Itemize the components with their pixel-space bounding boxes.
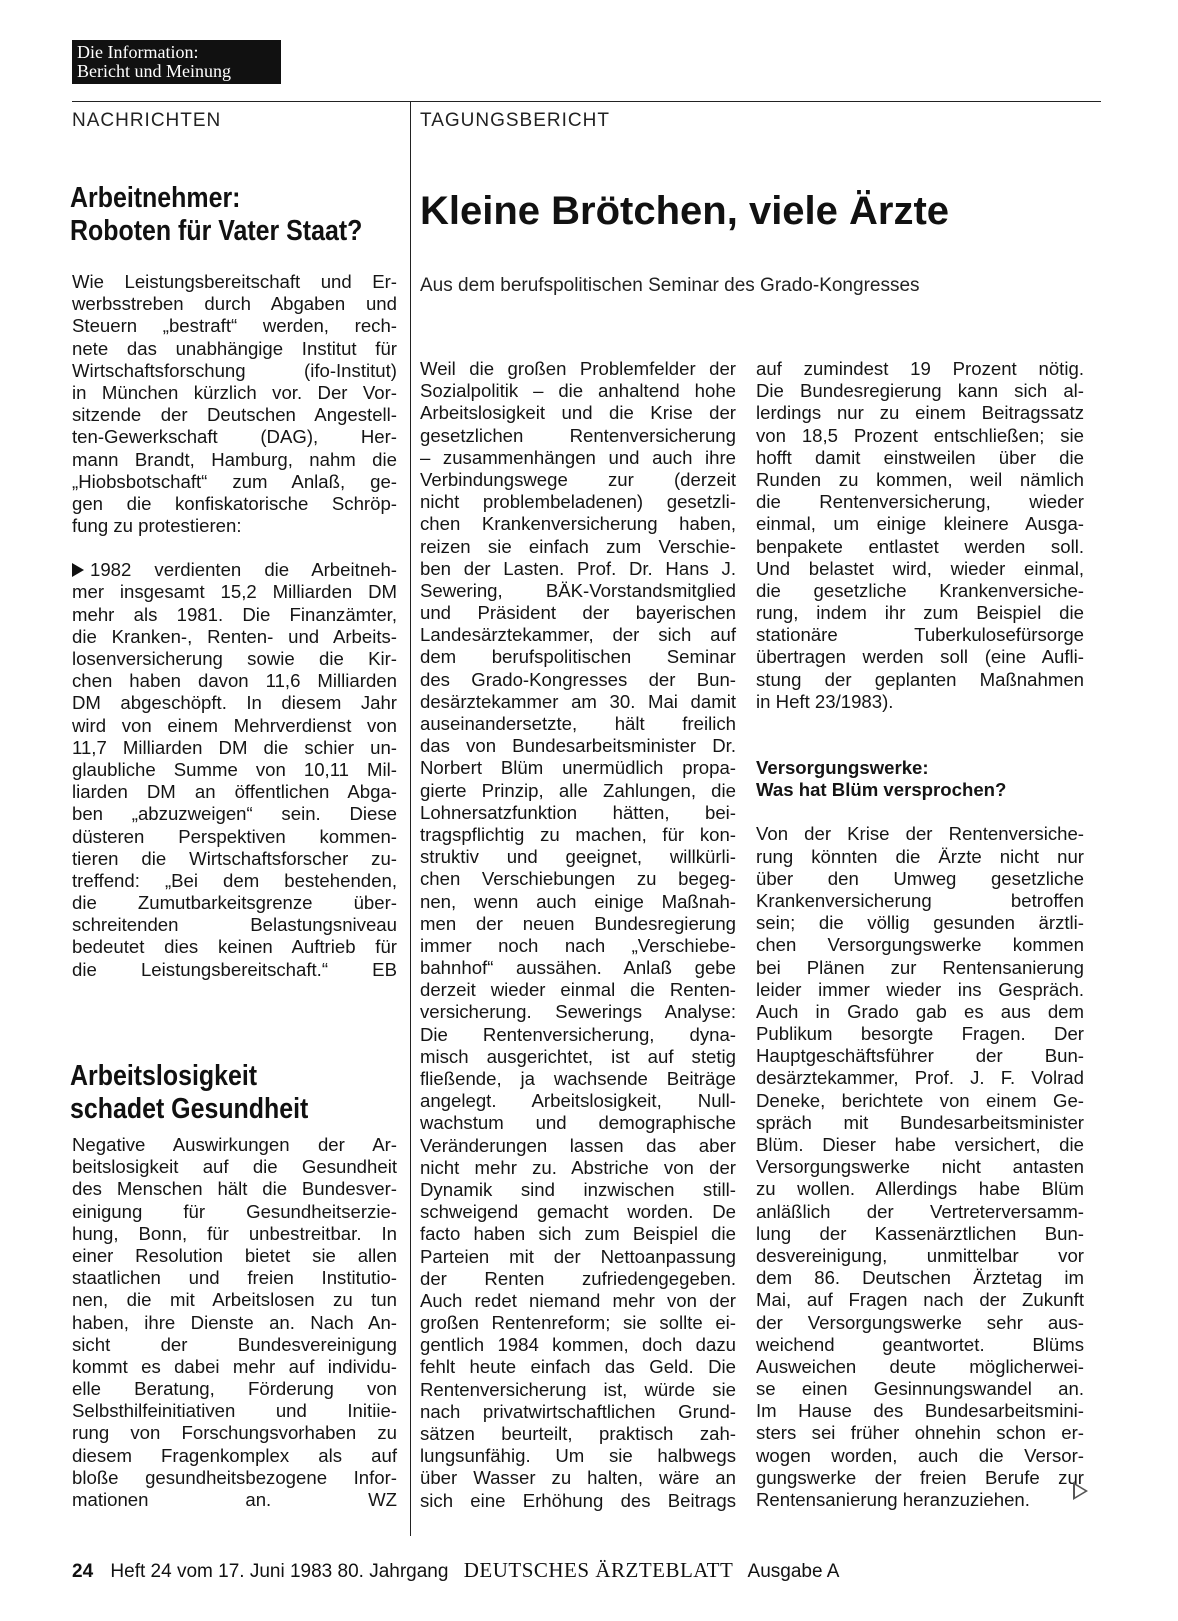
text-line: Verbindungswege zur (derzeit [420,468,736,490]
text-line: sätzen beurteilt, praktisch zah- [420,1423,736,1444]
text-line: über Wasser zu halten, wäre an [420,1467,736,1489]
text-line: glaubliche Summe von 10,11 Mil- [72,758,397,780]
text-line: Von der Krise der Rentenversiche- [756,823,1084,845]
text-line: Parteien mit der Nettoanpassung [420,1245,736,1267]
text-line: DM abgeschöpft. In diesem Jahr [72,692,397,714]
text-line: stationäre Tuberkulosefürsorge [756,624,1084,646]
text-line: wachstum und demographische [420,1112,736,1134]
text-line: facto haben sich zum Beispiel die [420,1223,736,1245]
article2-headline-line: schadet Gesundheit [70,1093,309,1125]
article1-para2 [72,581,397,980]
text-line: haben, ihre Dienste an. Nach An- [72,1311,397,1333]
text-line: ten-Gewerkschaft (DAG), Her- [72,426,397,448]
text-line: Mai, auf Fragen nach der Zukunft [756,1289,1084,1311]
text-line: Die Bundesregierung kann sich al- [756,380,1084,402]
text-line: einigung für Gesundheitserzie- [72,1200,397,1222]
top-rule [72,101,1101,102]
masthead [72,40,281,84]
article1-headline-line: Roboten für Vater Staat? [70,215,363,247]
text-line: dem berufspolitischen Seminar [420,646,736,668]
text-line: mer insgesamt 15,2 Milliarden DM [72,581,397,603]
text-line: elle Beratung, Förderung von [72,1378,397,1400]
text-line: immer noch nach „Verschiebe- [420,934,736,956]
text-line: großen Rentenreform; sie sollte ei- [420,1312,736,1334]
text-line: „Hiobsbotschaft“ zum Anlaß, ge- [72,470,397,492]
article2-headline-line: Arbeitslosigkeit [70,1060,258,1092]
text-line: lungsunfähig. Um sie halbwegs [420,1445,736,1467]
text-line: chen haben davon 11,6 Milliarden [72,670,397,692]
text-line: düsteren Perspektiven kommen- [72,825,397,847]
text-line: nete das unabhängige Institut für [72,337,397,359]
text-line: Krankenversicherung betroffen [756,889,1084,911]
main-subtitle: Aus dem berufspolitischen Seminar des Grado-Kongresses [420,275,920,296]
text-line: 11,7 Milliarden DM die schier un- [72,736,397,758]
text-line: nach privatwirtschaftlichen Grund- [420,1400,736,1422]
text-line: Steuern „bestraft“ werden, rech- [72,315,397,337]
text-line: schreitenden Belastungsniveau [72,914,397,936]
section-label-tagungsbericht: TAGUNGSBERICHT [420,110,610,131]
text-line: auf zumindest 19 Prozent nötig. [756,358,1084,379]
text-line: ben „abzuzweigen“ sein. Diese [72,803,397,825]
issue-info: Heft 24 vom 17. Juni 1983 80. Jahrgang [110,1561,449,1582]
text-line: sitzende der Deutschen Angestell- [72,404,397,426]
text-line: werbsstreben durch Abgaben und [72,293,397,315]
text-line: versicherung. Sewerings Analyse: [420,1001,736,1023]
text-line: Weil die großen Problemfelder der [420,358,736,379]
text-line: Versorgungswerke nicht antasten [756,1156,1084,1178]
text-line: Auch redet niemand mehr von der [420,1289,736,1311]
text-line: in München kürzlich vor. Der Vor- [72,381,397,403]
text-line: benpakete entlastet werden soll. [756,535,1084,557]
text-line: die Zumutbarkeitsgrenze über- [72,892,397,914]
text-line: stung der geplanten Maßnahmen [756,668,1084,690]
text-line: Selbsthilfeinitiativen und Initiie- [72,1400,397,1422]
text-line: Sozialpolitik – die anhaltend hohe [420,380,736,402]
text-line: wird von einem Mehrverdienst von [72,714,397,736]
text-line: nen, wenn auch einige Maßnah- [420,890,736,912]
text-line: Sewering, BÄK-Vorstandsmitglied [420,579,736,601]
text-line: desärztekammer, Prof. J. F. Volrad [756,1067,1084,1089]
text-line: fung zu protestieren: [72,515,242,537]
text-line: desvereinigung, unmittelbar vor [756,1244,1084,1266]
text-line: schweigend gemacht worden. De [420,1201,736,1223]
section-label-nachrichten: NACHRICHTEN [72,110,222,131]
text-line: die Rentenversicherung, wieder [756,491,1084,513]
text-line: sich eine Erhöhung des Beitrags [420,1489,736,1511]
bullet-triangle-icon [72,563,84,577]
text-line: hung, Bonn, für unbestreitbar. In [72,1222,397,1244]
article1-headline-line: Arbeitnehmer: [70,182,241,214]
article1-para2-first: 1982 verdienten die Arbeitneh- [90,559,397,581]
text-line: chen Krankenversicherung haben, [420,513,736,535]
text-line: nicht problembeladenen) gesetzli- [420,491,736,513]
continue-arrow-icon [1073,1482,1088,1500]
masthead-line-1: Die Information: [77,42,199,62]
text-line: Rentensanierung heranzuziehen. [756,1489,1030,1510]
text-line: übertragen werden soll (eine Aufli- [756,646,1084,668]
text-line: Publikum besorgte Fragen. Der [756,1023,1084,1045]
text-line: Wirtschaftsforschung (ifo-Institut) [72,359,397,381]
journal-name: DEUTSCHES ÄRZTEBLATT [463,1558,734,1582]
text-line: die gesetzliche Krankenversiche- [756,579,1084,601]
article2-headline [70,1060,358,1126]
text-line: Blüm. Dieser habe versichert, die [756,1134,1084,1155]
text-line: Veränderungen lassen das aber [420,1134,736,1156]
text-line: auseinandersetzte, hält freilich [420,713,736,734]
subheading-line: Versorgungswerke: [756,757,929,778]
text-line: Die Rentenversicherung, dyna- [420,1023,736,1045]
edition: Ausgabe A [747,1561,840,1582]
text-line: Auch in Grado gab es aus dem [756,1000,1084,1022]
subheading-line: Was hat Blüm versprochen? [756,779,1007,801]
text-line: derzeit wieder einmal die Renten- [420,979,736,1001]
text-line: rung von Forschungsvorhaben zu [72,1422,397,1444]
text-line: Hauptgeschäftsführer der Bun- [756,1045,1084,1067]
main-column-2 [756,358,1084,1511]
text-line: anläßlich der Vertreterversamm- [756,1200,1084,1222]
text-line: Deneke, berichtete von einem Ge- [756,1089,1084,1111]
text-line: gesetzlichen Rentenversicherung [420,424,736,446]
article1-bullet-line [72,559,397,581]
text-line: bedeutet dies keinen Auftrieb für [72,936,397,958]
article1-body [72,271,397,981]
text-line: des Menschen hält die Bundesver- [72,1178,397,1200]
text-line: von 18,5 Prozent entschließen; sie [756,424,1084,446]
text-line: mehr als 1981. Die Finanzämter, [72,603,397,625]
text-line: rung könnten die Ärzte nicht nur [756,845,1084,867]
text-line: beitslosigkeit auf die Gesundheit [72,1156,397,1178]
text-line: sters sei früher ohnehin schon er- [756,1422,1084,1444]
text-line: Norbert Blüm unermüdlich propa- [420,757,736,779]
text-line: der Renten zufriedengegeben. [420,1267,736,1289]
main-col1-text [420,358,736,1512]
text-line: tragspflichtig zu machen, für kon- [420,823,736,845]
text-line: desärztekammer am 30. Mai damit [420,690,736,712]
page-number: 24 [72,1561,94,1582]
text-line: diesem Fragenkomplex als auf [72,1444,397,1466]
text-line: chen Verschiebungen zu begeg- [420,868,736,890]
text-line: Runden zu kommen, weil nämlich [756,468,1084,490]
text-line: dem 86. Deutschen Ärztetag im [756,1267,1084,1289]
article2-text [72,1134,397,1511]
text-line: und Präsident der bayerischen [420,602,736,624]
text-line: des Grado-Kongresses der Bun- [420,668,736,690]
text-line: se einen Gesinnungswandel an. [756,1378,1084,1400]
text-line: Negative Auswirkungen der Ar- [72,1134,397,1155]
text-line: Und belastet wird, wieder einmal, [756,557,1084,579]
text-line: ben der Lasten. Prof. Dr. Hans J. [420,557,736,579]
text-line: lerdings nur zu einem Beitragssatz [756,402,1084,424]
text-line: einmal, um einige kleinere Ausga- [756,513,1084,535]
main-column-1 [420,358,736,1512]
article1-headline [70,182,363,248]
text-line: das von Bundesarbeitsminister Dr. [420,735,736,757]
text-line: Lohnersatzfunktion hätten, bei- [420,801,736,823]
column-divider [410,101,411,1536]
text-line: über den Umweg gesetzliche [756,867,1084,889]
text-line: in Heft 23/1983). [756,690,894,712]
text-line: losenversicherung sowie die Kir- [72,648,397,669]
article2-body [72,1134,397,1511]
text-line: Arbeitslosigkeit und die Krise der [420,402,736,424]
text-line: Wie Leistungsbereitschaft und Er- [72,271,397,292]
masthead-line-2: Bericht und Meinung [77,61,231,81]
text-line: weichend geantwortet. Blüms [756,1333,1084,1355]
text-line: Dynamik sind inzwischen still- [420,1178,736,1200]
text-line: staatlichen und freien Institutio- [72,1267,397,1289]
text-line: Ausweichen deute möglicherwei- [756,1355,1084,1377]
text-line: mann Brandt, Hamburg, nahm die [72,448,397,470]
text-line: die Leistungsbereitschaft.“ EB [72,958,397,980]
text-line: einer Resolution bietet sie allen [72,1244,397,1266]
text-line: leider immer wieder ins Gespräch. [756,978,1084,1000]
text-line: Rentenversicherung ist, würde sie [420,1378,736,1400]
text-line: misch ausgerichtet, ist auf stetig [420,1045,736,1067]
text-line: reizen sie einfach zum Verschie- [420,535,736,557]
text-line: struktiv und geeignet, willkürli- [420,846,736,868]
text-line: sein; die völlig gesunden ärztli- [756,912,1084,934]
text-line: liarden DM an öffentlichen Abga- [72,781,397,803]
text-line: wogen worden, auch die Versor- [756,1444,1084,1466]
text-line: hofft damit einstweilen über die [756,446,1084,468]
text-line: gierte Prinzip, alle Zahlungen, die [420,779,736,801]
text-line: fehlt heute einfach das Geld. Die [420,1356,736,1378]
text-line: angelegt. Arbeitslosigkeit, Null- [420,1090,736,1112]
text-line: fließende, ja wachsende Beiträge [420,1068,736,1089]
text-line: gentlich 1984 kommen, doch dazu [420,1334,736,1356]
text-line: zu wollen. Allerdings habe Blüm [756,1178,1084,1200]
text-line: nicht mehr zu. Abstriche von der [420,1156,736,1178]
text-line: spräch mit Bundesarbeitsminister [756,1111,1084,1133]
text-line: nen, die mit Arbeitslosen zu tun [72,1289,397,1311]
text-line: chen Versorgungswerke kommen [756,934,1084,956]
main-col2-text-b [756,823,1084,1511]
text-line: lung der Kassenärztlichen Bun- [756,1222,1084,1244]
main-col2-text-a [756,358,1084,713]
text-line: sicht der Bundesvereinigung [72,1333,397,1355]
text-line: bloße gesundheitsbezogene Infor- [72,1466,397,1488]
text-line: men der neuen Bundesregierung [420,912,736,934]
text-line: – zusammenhängen und auch ihre [420,446,736,468]
text-line: Landesärztekammer, der sich auf [420,624,736,646]
text-line: rung, indem ihr zum Beispiel die [756,602,1084,624]
text-line: die Kranken-, Renten- und Arbeits- [72,625,397,647]
text-line: kommt es dabei mehr auf individu- [72,1355,397,1377]
text-line: mationen an. WZ [72,1489,397,1510]
text-line: der Versorgungswerke sehr aus- [756,1311,1084,1333]
article1-para1 [72,271,397,537]
text-line: gungswerke der freien Berufe zur [756,1466,1084,1488]
text-line: gen die konfiskatorische Schröp- [72,492,397,514]
main-headline: Kleine Brötchen, viele Ärzte [420,189,950,233]
text-line: tieren die Wirtschaftsforscher zu- [72,847,397,869]
text-line: bahnhof“ aussähen. Anlaß gebe [420,957,736,979]
footer [72,1558,839,1583]
text-line: Im Hause des Bundesarbeitsmini- [756,1400,1084,1422]
text-line: bei Plänen zur Rentensanierung [756,956,1084,978]
text-line: treffend: „Bei dem bestehenden, [72,869,397,891]
